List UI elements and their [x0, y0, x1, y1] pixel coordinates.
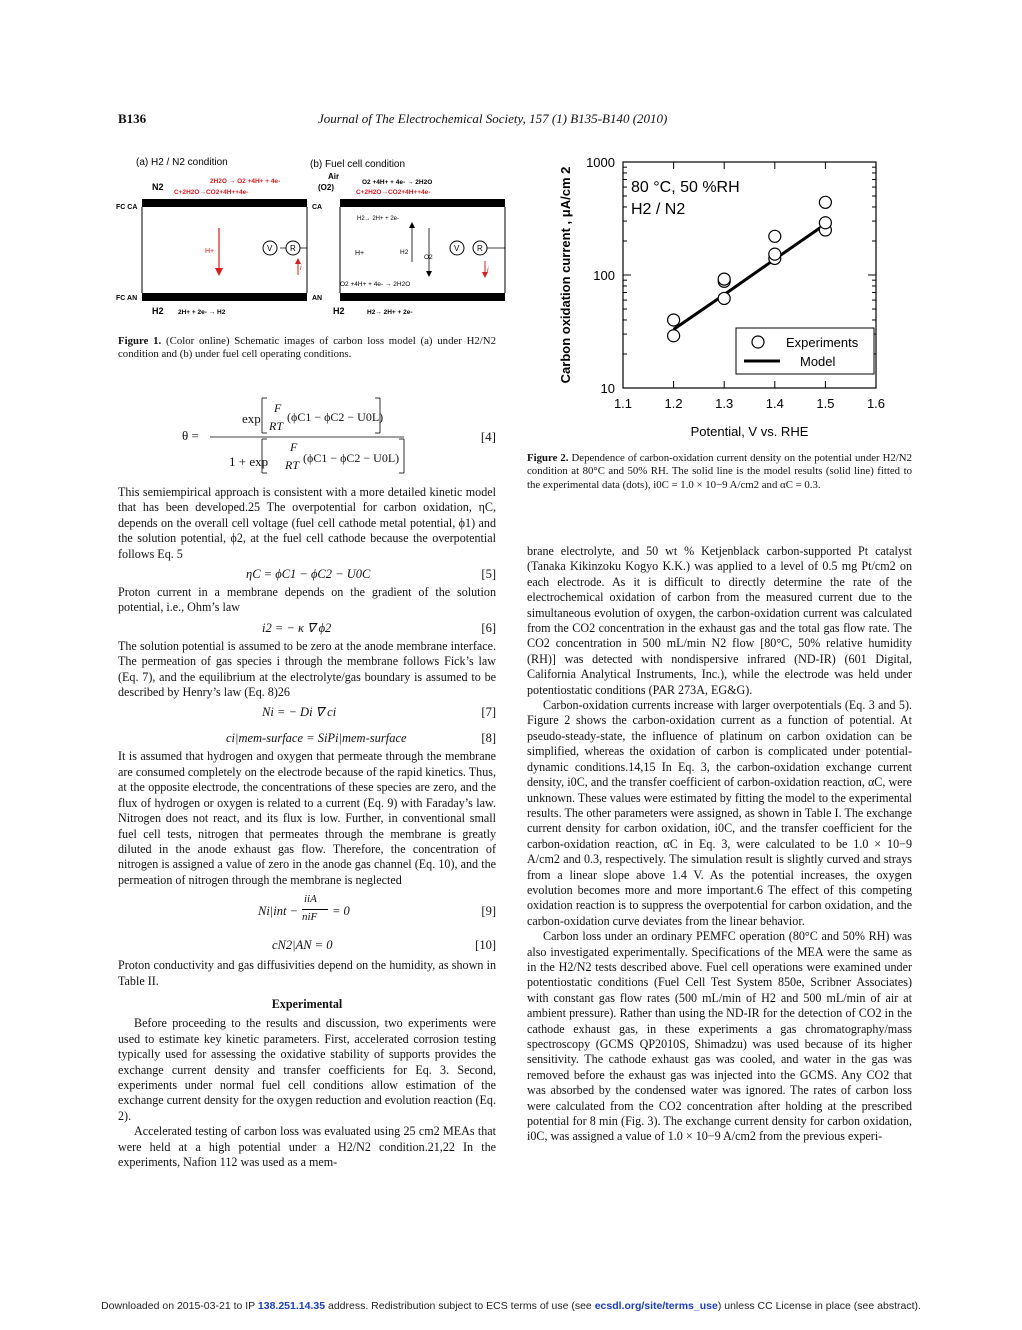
legend-marker-experiments	[752, 336, 764, 348]
eq4-theta: θ =	[182, 428, 199, 443]
fig1b-rx2: C+2H2O→CO2+4H++4e-	[356, 189, 431, 196]
left-para-2: Proton current in a membrane depends on the gradient of the solution potential, i.e., Ohm’s law	[118, 585, 496, 615]
footer-terms-link[interactable]: ecsdl.org/site/terms_use	[594, 1300, 718, 1312]
eq10-body: cN2|AN = 0	[272, 938, 333, 953]
x-tick-label: 1.2	[664, 396, 683, 411]
legend-label-model: Model	[800, 354, 836, 369]
fig1a-cathode	[142, 199, 307, 207]
eq4-RT-top: RT	[269, 419, 284, 433]
model-line	[674, 224, 826, 329]
figure1-svg	[112, 150, 507, 330]
equation-5	[118, 565, 496, 585]
fig1a-current-arrow-head	[295, 258, 301, 264]
experiment-point	[718, 292, 730, 304]
eq4-exp: exp	[242, 411, 261, 426]
fig1a-v: V	[267, 244, 273, 253]
section-heading-experimental: Experimental	[271, 996, 343, 1011]
eq9-frac-bot: niF	[302, 909, 328, 925]
fig1a-anode	[142, 293, 307, 301]
eq4-RT-bot: RT	[285, 458, 300, 472]
fig1a-rx2: C+2H2O→CO2+4H++4e-	[174, 189, 249, 196]
y-axis-label: Carbon oxidation current , μA/cm 2	[558, 166, 573, 384]
x-axis-label: Potential, V vs. RHE	[690, 424, 809, 439]
right-para-1: brane electrolyte, and 50 wt % Ketjenblack carbon-supported Pt catalyst (Tanaka Kikinzoku Kogyo K.K.) was applied to a level of 0.5 mg Pt/cm2 on each electrode. As it is difficult to directly determine the rate of the electrochemical oxidation of carbon from the measured current due to the simultaneous evolution of oxygen, the carbon-oxidation current was calculated from the CO2 concentration in the exhaust gas and the total gas flow rate. The CO2 concentration in 500 mL/min N2 flow [80°C, 50% relative humidity (RH)] was detected with nondispersive infrared (ND-IR) (601 Digital, California Analytical Instruments, Inc.), while the electrode was held under potentiostatic conditions (PAR 273A, EG&G).	[527, 544, 912, 697]
x-tick-label: 1.3	[715, 396, 734, 411]
experiment-point	[718, 273, 730, 285]
footer-prefix: Downloaded on 2015-03-21 to IP	[101, 1300, 258, 1312]
y-tick-label: 10	[600, 381, 615, 396]
experiment-point	[769, 248, 781, 260]
right-para-2: Carbon-oxidation currents increase with larger overpotentials (Eq. 3 and 5). Figure 2 shows the carbon-oxidation current as a function of potential. At pseudo-steady-state, the influence of platinum on carbon oxidation can be simplified, whereas the oxidation of carbon is complicated under potential-dynamic conditions.14,15 In Eq. 3, the carbon-oxidation exchange current density, i0C, and the transfer coefficient of carbon-oxidation reaction, αC, were unknown. These values were estimated by fitting the model to the experimental results. The other parameters were assigned, as shown in Table I. The exchange current density for carbon oxidation, i0C, and the transfer coefficient for the carbon-oxidation reaction, αC in Eq. 3, were calculated to be 1.0 × 10−9 A/cm2 and 0.3, respectively. The simulation result is slightly curved and strays from a linear slope above 1.4 V. As the potential increases, the oxygen evolution becomes more and more important.6 The effect of this competing oxidation reaction is to suppress the overpotential for carbon oxidation, and the carbon-oxidation curve deviates from the linear behavior.	[527, 698, 912, 928]
eq5-body: ηC = ϕC1 − ϕC2 − U0C	[246, 567, 371, 582]
fig1b-ca: CA	[312, 204, 323, 211]
eq10-number: [10]	[475, 938, 496, 953]
right-para-3: Carbon loss under an ordinary PEMFC operation (80°C and 50% RH) was also investigated experimentally. Specifications of the MEA were the same as in the H2/N2 tests described above. Fuel cell operations were examined under potentiostatic conditions (Fuel Cell Test System 850e, Scribner Associates) with constant gas flow rates (500 mL/min of H2 and 500 mL/min of air at ambient pressure). Rather than using the ND-IR for the detection of CO2 in the cathode exhaust gas, in these experiments a gas chromatography/mass spectroscopy (GCMS QP2010S, Shimadzu) was used because of its higher sensitivity. The cathode exhaust gas was cooled, and water in the gas was removed before the exhaust gas was injected into the GCMS. Any CO2 that was absorbed by the condensed water was ignored. The rates of carbon loss were calculated from the CO2 concentration after holding at the prescribed potential for 8 min (Fig. 3). The exchange current density for carbon oxidation, i0C, was assigned a value of 1.0 × 10−9 A/cm2 from the previous experi-	[527, 929, 912, 1144]
experiment-point	[769, 230, 781, 242]
eq4-F-bot: F	[290, 440, 298, 454]
fig1b-h2-arrow-head	[409, 222, 415, 228]
footer-middle: address. Redistribution subject to ECS terms of use (see	[325, 1300, 595, 1312]
experiment-point	[668, 330, 680, 342]
left-para-6: Before proceeding to the results and discussion, two experiments were used to estimate key kinetic parameters. First, accelerated corrosion testing typically used for assessing the oxidative stability of supports provides the exchange current density and transfer coefficients for Eq. 3. Second, experiments under normal fuel cell conditions allow estimation of the exchange current density for the oxygen reduction and evolution reaction (Eq. 2).	[118, 1016, 496, 1123]
eq6-number: [6]	[481, 620, 496, 635]
eq4-oneplus: 1 + exp	[229, 454, 269, 469]
experiment-point	[668, 314, 680, 326]
figure2	[548, 150, 908, 440]
equation-9	[118, 892, 496, 930]
x-tick-label: 1.6	[866, 396, 886, 411]
eq6-body: i2 = − κ ∇ ϕ2	[262, 620, 332, 635]
figure1-caption-label: Figure 1.	[118, 335, 162, 347]
left-para-7: Accelerated testing of carbon loss was evaluated using 25 cm2 MEAs that were held at a high potential under a H2/N2 condition.21,22 In the experiments, Nafion 112 was used as a mem-	[118, 1124, 496, 1169]
x-tick-label: 1.5	[816, 396, 835, 411]
journal-header: Journal of The Electrochemical Society, 157 (1) B135-B140 (2010)	[318, 111, 668, 126]
eq9-right: = 0	[332, 904, 350, 919]
eq4-inner-top: (ϕC1 − ϕC2 − U0L)	[287, 410, 384, 424]
fig1b-air: Air	[328, 172, 340, 181]
eq4-F-top: F	[274, 401, 282, 415]
fig1a-rx1: 2H2O → O2 +4H+ + 4e-	[210, 178, 281, 185]
equation-10	[118, 934, 496, 958]
fig1b-hplus: H+	[355, 250, 365, 257]
fig1a-n2: N2	[152, 182, 164, 192]
right-column	[527, 544, 912, 1145]
left-para-1: This semiempirical approach is consistent with a more detailed kinetic model that has been developed.25 The overpotential for carbon oxidation, ηC, depends on the overall cell voltage (fuel cell cathode metal potential, ϕ1) and the solution potential, ϕ2, at the fuel cell cathode because the overpotential follows Eq. 5	[118, 485, 496, 561]
eq9-frac-top: iiA	[304, 893, 317, 906]
fig1b-rx5: H2→ 2H+ + 2e-	[367, 309, 413, 316]
eq9-left: Ni|int −	[258, 904, 299, 919]
chart-annotation-gas: H2 / N2	[631, 201, 686, 218]
download-footer	[0, 1300, 1022, 1312]
eq8-number: [8]	[481, 731, 496, 746]
eq7-body: Ni = − Di ∇ ci	[262, 705, 337, 720]
fig1b-i: i	[487, 267, 489, 274]
fig1b-o2-arrow-head	[426, 271, 432, 277]
fig1a-hplus: H+	[205, 248, 215, 255]
fig1a-title: (a) H2 / N2 condition	[136, 157, 228, 168]
fig1b-anode	[340, 293, 505, 301]
fig1b-o2mid: O2	[424, 254, 433, 261]
figure2-caption-text: Dependence of carbon-oxidation current density on the potential under H2/N2 condition at 80°C and 50% RH. The solid line is the model results (solid line) fitted to the experimental data (dots), i0C = 1.0 × 10−9 A/cm2 and αC = 0.3.	[527, 452, 912, 491]
fig1a-rx3: 2H+ + 2e- → H2	[178, 309, 226, 316]
footer-ip-link[interactable]: 138.251.14.35	[257, 1300, 326, 1312]
figure2-caption-label: Figure 2.	[527, 452, 569, 464]
fig1b-v: V	[454, 244, 460, 253]
fig1a-h2: H2	[152, 306, 164, 316]
x-tick-label: 1.1	[613, 396, 633, 411]
equation-6	[118, 619, 496, 639]
fig1b-an: AN	[312, 295, 323, 302]
fig1a-fcca: FC CA	[116, 204, 138, 211]
experiment-point	[819, 217, 831, 229]
fig1a-proton-arrow-head	[215, 268, 223, 276]
experiment-point	[819, 196, 831, 208]
fig1b-rx3: H2→ 2H+ + 2e-	[357, 216, 400, 222]
eq7-number: [7]	[481, 705, 496, 720]
footer-suffix: ) unless CC License in place (see abstract).	[717, 1300, 921, 1312]
fig1b-r: R	[477, 244, 483, 253]
left-para-4: It is assumed that hydrogen and oxygen that permeate through the membrane are consumed completely on the electrode because of the rapid kinetics. Thus, at the opposite electrode, the concentrations of these species are zero, and the flux of hydrogen or oxygen is related to a current (Eq. 9) with Faraday’s law. Nitrogen does not react, and its flux is low. Further, in conventional small fuel cell tests, nitrogen that permeates through the membrane is greatly diluted in the anode exhaust gas flow. Therefore, the concentration of nitrogen is assigned a value of zero in the anode gas channel (Eq. 10), and the permeation of nitrogen through the membrane is neglected	[118, 749, 496, 887]
left-column	[118, 485, 496, 1170]
fig1a-r: R	[290, 244, 296, 253]
y-tick-label: 100	[593, 268, 615, 283]
fig1b-h2mid: H2	[400, 249, 409, 256]
fig1b-h2: H2	[333, 306, 345, 316]
figure1-caption-text: (Color online) Schematic images of carbon loss model (a) under H2/N2 condition and (b) under fuel cell operating conditions.	[118, 335, 497, 361]
figure2-caption	[527, 452, 912, 492]
x-tick-label: 1.4	[765, 396, 784, 411]
eq4-number: [4]	[480, 429, 496, 444]
figure1	[112, 150, 507, 330]
equation-8	[118, 729, 496, 749]
fig1b-cathode	[340, 199, 505, 207]
equation-4	[118, 395, 496, 475]
left-para-5: Proton conductivity and gas diffusivities depend on the humidity, as shown in Table II.	[118, 958, 496, 988]
eq8-body: ci|mem-surface = SiPi|mem-surface	[226, 731, 407, 746]
fig1b-title: (b) Fuel cell condition	[310, 159, 406, 170]
fig1b-rx1: O2 +4H+ + 4e- → 2H2O	[362, 179, 433, 186]
eq5-number: [5]	[481, 567, 496, 582]
figure2-chart	[548, 150, 908, 440]
y-tick-label: 1000	[586, 155, 615, 170]
equation-7	[118, 703, 496, 723]
eq4-inner-bot: (ϕC1 − ϕC2 − U0L)	[303, 451, 400, 465]
left-para-3: The solution potential is assumed to be zero at the anode membrane interface. The permeation of gas species i through the membrane follows Fick’s law (Eq. 7), and the equilibrium at the electrolyte/gas boundary is assumed to be described by Henry’s law (Eq. 8)26	[118, 638, 496, 700]
figure1-caption	[118, 335, 496, 362]
fig1b-rx4: O2 +4H+ + 4e- → 2H2O	[340, 281, 411, 288]
page-number: B136	[118, 111, 147, 126]
eq9-number: [9]	[481, 904, 496, 919]
chart-annotation-condition: 80 °C, 50 %RH	[631, 179, 740, 196]
fig1a-fcan: FC AN	[116, 295, 138, 302]
legend-label-experiments: Experiments	[786, 335, 859, 350]
fig1b-o2: (O2)	[318, 183, 334, 192]
fig1a-i: i	[300, 265, 302, 272]
